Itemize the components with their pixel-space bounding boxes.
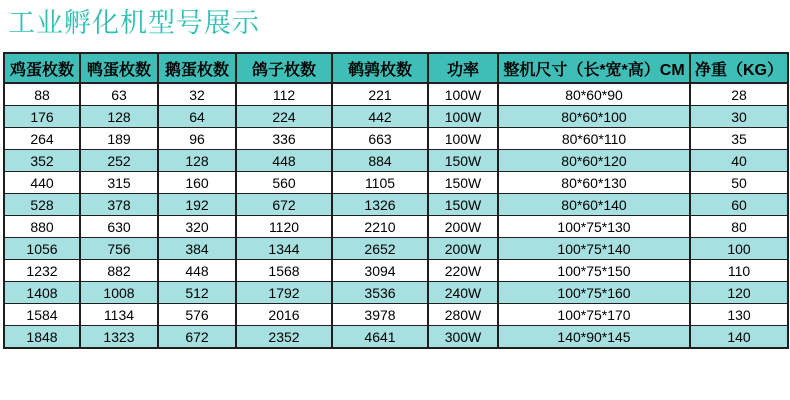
- table-cell: 630: [80, 216, 158, 238]
- table-cell: 224: [236, 106, 332, 128]
- column-header: 整机尺寸（长*宽*高）CM: [498, 53, 690, 83]
- table-cell: 315: [80, 172, 158, 194]
- table-row: [4, 238, 788, 260]
- table-row: [4, 128, 788, 150]
- table-cell: 560: [236, 172, 332, 194]
- table-cell: 1344: [236, 238, 332, 260]
- table-cell: 50: [690, 172, 788, 194]
- table-cell: 1848: [4, 326, 80, 349]
- table-cell: 442: [332, 106, 428, 128]
- table-cell: 1792: [236, 282, 332, 304]
- table-cell: 100W: [428, 83, 498, 106]
- column-header: 鸭蛋枚数: [80, 53, 158, 83]
- table-cell: 160: [158, 172, 236, 194]
- table-cell: 80*60*100: [498, 106, 690, 128]
- table-row: [4, 260, 788, 282]
- table-cell: 1232: [4, 260, 80, 282]
- table-cell: 100: [690, 238, 788, 260]
- table-cell: 336: [236, 128, 332, 150]
- table-cell: 128: [158, 150, 236, 172]
- table-cell: 80*60*110: [498, 128, 690, 150]
- table-cell: 264: [4, 128, 80, 150]
- table-cell: 100*75*130: [498, 216, 690, 238]
- table-cell: 80*60*140: [498, 194, 690, 216]
- table-cell: 2652: [332, 238, 428, 260]
- table-cell: 150W: [428, 150, 498, 172]
- table-cell: 63: [80, 83, 158, 106]
- table-cell: 1120: [236, 216, 332, 238]
- table-cell: 120: [690, 282, 788, 304]
- table-cell: 384: [158, 238, 236, 260]
- table-cell: 80*60*120: [498, 150, 690, 172]
- table-cell: 672: [236, 194, 332, 216]
- table-cell: 1326: [332, 194, 428, 216]
- table-cell: 100*75*140: [498, 238, 690, 260]
- table-cell: 64: [158, 106, 236, 128]
- table-cell: 756: [80, 238, 158, 260]
- table-row: [4, 83, 788, 106]
- table-cell: 200W: [428, 216, 498, 238]
- header-row: [4, 53, 788, 83]
- table-cell: 3094: [332, 260, 428, 282]
- table-cell: 448: [236, 150, 332, 172]
- table-cell: 30: [690, 106, 788, 128]
- table-cell: 672: [158, 326, 236, 349]
- table-cell: 80*60*130: [498, 172, 690, 194]
- table-cell: 2352: [236, 326, 332, 349]
- table-cell: 100W: [428, 128, 498, 150]
- table-row: [4, 172, 788, 194]
- table-cell: 96: [158, 128, 236, 150]
- table-cell: 28: [690, 83, 788, 106]
- table-cell: 80*60*90: [498, 83, 690, 106]
- table-cell: 150W: [428, 172, 498, 194]
- table-cell: 576: [158, 304, 236, 326]
- table-cell: 882: [80, 260, 158, 282]
- table-cell: 100*75*170: [498, 304, 690, 326]
- table-cell: 1056: [4, 238, 80, 260]
- page-title: 工业孵化机型号展示: [8, 8, 260, 38]
- incubator-spec-table: [3, 52, 789, 349]
- column-header: 鹅蛋枚数: [158, 53, 236, 83]
- table-cell: 1568: [236, 260, 332, 282]
- table-cell: 280W: [428, 304, 498, 326]
- table-cell: 3536: [332, 282, 428, 304]
- table-cell: 2210: [332, 216, 428, 238]
- table-cell: 663: [332, 128, 428, 150]
- table-cell: 300W: [428, 326, 498, 349]
- column-header: 鸽子枚数: [236, 53, 332, 83]
- table-cell: 1134: [80, 304, 158, 326]
- table-cell: 200W: [428, 238, 498, 260]
- table-cell: 320: [158, 216, 236, 238]
- table-cell: 192: [158, 194, 236, 216]
- table-cell: 1323: [80, 326, 158, 349]
- table-cell: 448: [158, 260, 236, 282]
- table-cell: 1105: [332, 172, 428, 194]
- table-row: [4, 216, 788, 238]
- column-header: 鹌鹑枚数: [332, 53, 428, 83]
- table-cell: 884: [332, 150, 428, 172]
- table-cell: 150W: [428, 194, 498, 216]
- table-row: [4, 282, 788, 304]
- table-cell: 189: [80, 128, 158, 150]
- table-cell: 3978: [332, 304, 428, 326]
- table-row: [4, 106, 788, 128]
- table-cell: 1408: [4, 282, 80, 304]
- table-cell: 1584: [4, 304, 80, 326]
- table-cell: 128: [80, 106, 158, 128]
- table-cell: 60: [690, 194, 788, 216]
- table-cell: 140*90*145: [498, 326, 690, 349]
- table-cell: 35: [690, 128, 788, 150]
- table-cell: 140: [690, 326, 788, 349]
- table-header: [4, 53, 788, 83]
- table-cell: 88: [4, 83, 80, 106]
- table-cell: 32: [158, 83, 236, 106]
- table-cell: 112: [236, 83, 332, 106]
- table-cell: 378: [80, 194, 158, 216]
- table-cell: 1008: [80, 282, 158, 304]
- table-cell: 880: [4, 216, 80, 238]
- table-cell: 80: [690, 216, 788, 238]
- table-row: [4, 150, 788, 172]
- table-cell: 4641: [332, 326, 428, 349]
- table-cell: 100W: [428, 106, 498, 128]
- table-body: [4, 83, 788, 348]
- table-cell: 240W: [428, 282, 498, 304]
- table-cell: 512: [158, 282, 236, 304]
- table-cell: 528: [4, 194, 80, 216]
- table-cell: 176: [4, 106, 80, 128]
- table-cell: 221: [332, 83, 428, 106]
- table-cell: 100*75*160: [498, 282, 690, 304]
- table-cell: 352: [4, 150, 80, 172]
- column-header: 鸡蛋枚数: [4, 53, 80, 83]
- table-cell: 440: [4, 172, 80, 194]
- table-cell: 40: [690, 150, 788, 172]
- table-cell: 130: [690, 304, 788, 326]
- table-cell: 100*75*150: [498, 260, 690, 282]
- table-row: [4, 304, 788, 326]
- table-cell: 252: [80, 150, 158, 172]
- column-header: 功率: [428, 53, 498, 83]
- table-cell: 2016: [236, 304, 332, 326]
- table-row: [4, 326, 788, 349]
- table-cell: 220W: [428, 260, 498, 282]
- table-row: [4, 194, 788, 216]
- column-header: 净重（KG）: [690, 53, 788, 83]
- table-cell: 110: [690, 260, 788, 282]
